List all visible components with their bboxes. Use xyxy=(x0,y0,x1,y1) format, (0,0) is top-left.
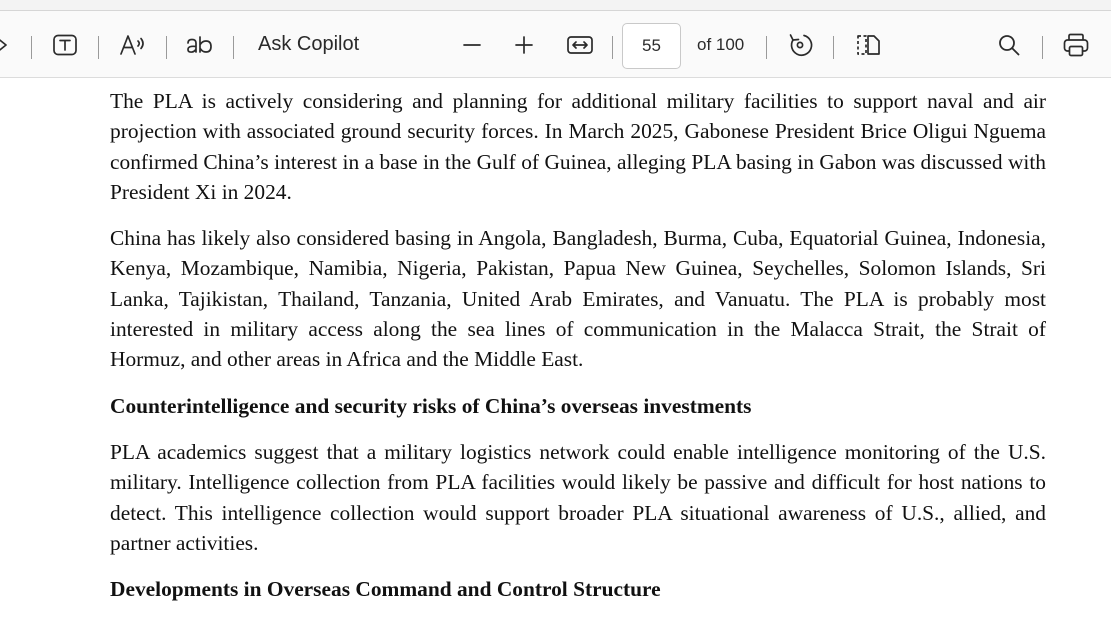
toolbar-separator xyxy=(1042,36,1043,59)
page-total-label: of 100 xyxy=(697,34,745,54)
window-top-strip xyxy=(0,0,1111,11)
search-icon[interactable] xyxy=(994,11,1024,78)
fit-to-width-icon[interactable] xyxy=(564,11,596,78)
zoom-out-icon[interactable] xyxy=(458,11,486,78)
paragraph-china-basing: China has likely also considered basing in Angola, Bangladesh, Burma, Cuba, Equatorial Guinea, Indonesia, Kenya, Mozambique, Namibia, Nigeria, Pakistan, Papua New Guinea, Seychelles, Solomon Islands, Sri Lanka, Tajikistan, Thailand, Tanzania, United Arab Emirates, and Vanuatu. The PLA is probably most interested in military access along the sea lines of communication in the Malacca Strait, the Strait of Hormuz, and other areas in Africa and the Middle East. xyxy=(110,226,1046,372)
toolbar-separator xyxy=(31,36,32,59)
text-box-icon[interactable] xyxy=(50,11,80,78)
page-number-value: 55 xyxy=(642,36,661,55)
toolbar-separator xyxy=(612,36,613,59)
draw-icon[interactable] xyxy=(0,11,12,78)
rotate-icon[interactable] xyxy=(784,11,816,78)
toolbar-separator xyxy=(98,36,99,59)
toolbar-separator xyxy=(766,36,767,59)
toolbar-separator xyxy=(166,36,167,59)
toolbar-separator xyxy=(833,36,834,59)
document-page xyxy=(110,86,1046,620)
print-icon[interactable] xyxy=(1060,11,1092,78)
read-aloud-icon[interactable] xyxy=(117,11,149,78)
heading-command-control: Developments in Overseas Command and Control Structure xyxy=(110,577,661,602)
translate-icon[interactable] xyxy=(184,11,216,78)
pdf-toolbar xyxy=(0,11,1111,78)
paragraph-pla-facilities: The PLA is actively considering and planning for additional military facilities to support naval and air projection with associated ground security forces. In March 2025, Gabonese President Brice Oligui Nguema confirmed China’s interest in a base in the Gulf of Guinea, alleging PLA basing in Gabon was discussed with President Xi in 2024. xyxy=(110,89,1046,204)
heading-counterintelligence: Counterintelligence and security risks of China’s overseas investments xyxy=(110,393,752,418)
page-view-icon[interactable] xyxy=(852,11,884,78)
zoom-in-icon[interactable] xyxy=(510,11,538,78)
paragraph-intelligence-monitoring: PLA academics suggest that a military logistics network could enable intelligence monitoring of the U.S. military. Intelligence collection from PLA facilities would likely be passive and difficult for host nations to detect. This intelligence collection would support broader PLA situational awareness of U.S., allied, and partner activities. xyxy=(110,439,1046,555)
ask-copilot-label: Ask Copilot xyxy=(258,33,360,55)
page-total xyxy=(697,11,749,78)
ask-copilot-button[interactable] xyxy=(258,11,370,78)
page-number-input[interactable] xyxy=(622,23,681,69)
toolbar-separator xyxy=(233,36,234,59)
